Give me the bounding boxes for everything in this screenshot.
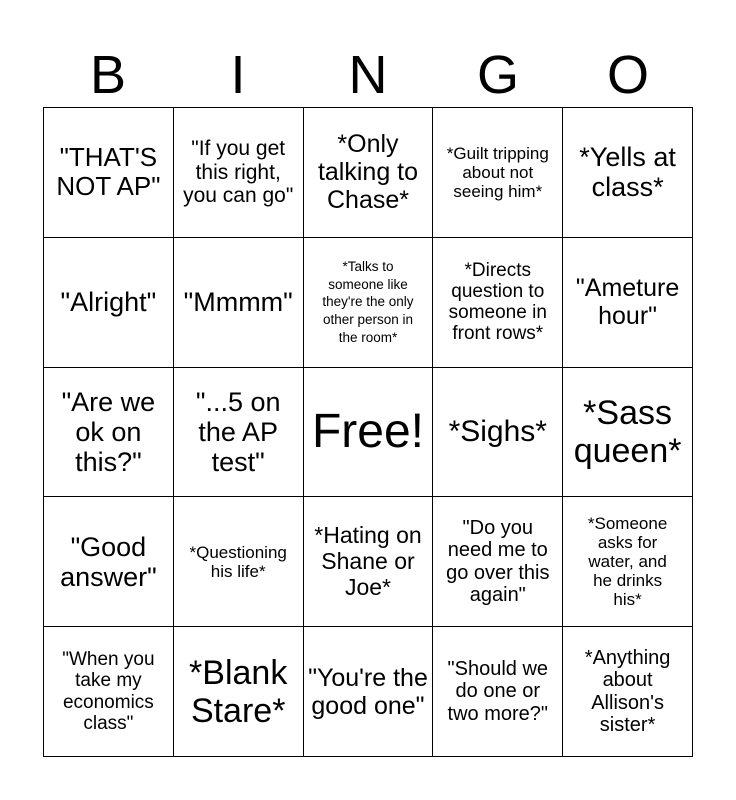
cell-text: *Guilt tripping about not seeing him* — [446, 143, 549, 201]
bingo-cell[interactable] — [563, 368, 693, 498]
bingo-cell[interactable] — [304, 238, 434, 368]
cell-text: *Someone asks for water, and he drinks his* — [587, 514, 668, 610]
cell-text: *Directs question to someone in front rows* — [448, 259, 547, 345]
cell-text: "THAT'S NOT AP" — [56, 142, 161, 202]
cell-text: "Should we do one or two more?" — [447, 658, 549, 725]
header-letter-n: N — [348, 45, 388, 105]
free-space-cell[interactable] — [304, 368, 434, 498]
header-letter-b: B — [89, 45, 127, 105]
bingo-cell[interactable] — [44, 627, 174, 757]
bingo-cell[interactable] — [433, 108, 563, 238]
bingo-cell[interactable] — [304, 497, 434, 627]
bingo-cell[interactable] — [563, 238, 693, 368]
bingo-cell[interactable] — [304, 627, 434, 757]
cell-text: "You're the good one" — [308, 663, 428, 720]
bingo-cell[interactable] — [174, 238, 304, 368]
bingo-cell[interactable] — [174, 368, 304, 498]
cell-text: "If you get this right, you can go" — [183, 137, 294, 208]
cell-text: "Mmmm" — [183, 287, 293, 318]
bingo-cell[interactable] — [44, 368, 174, 498]
bingo-card-grid — [43, 107, 693, 757]
cell-text: *Only talking to Chase* — [317, 130, 419, 215]
bingo-cell[interactable] — [44, 497, 174, 627]
bingo-cell[interactable] — [174, 497, 304, 627]
cell-text: *Blank Stare* — [189, 653, 288, 730]
header-letter-g: G — [476, 45, 519, 105]
cell-text: "Good answer" — [60, 531, 157, 592]
bingo-cell[interactable] — [433, 627, 563, 757]
cell-text: "When you take my economics class" — [62, 649, 155, 734]
cell-text: *Talks to someone like they're the only other person in the room* — [322, 259, 414, 345]
bingo-cell[interactable] — [433, 368, 563, 498]
cell-text: *Sighs* — [448, 415, 547, 449]
bingo-cell[interactable] — [433, 497, 563, 627]
cell-text: "Alright" — [60, 287, 157, 318]
bingo-cell[interactable] — [563, 108, 693, 238]
cell-text: "Are we ok on this?" — [61, 386, 156, 478]
header-letter-o: O — [606, 45, 649, 105]
cell-text: *Anything about Allison's sister* — [584, 646, 671, 736]
cell-text: *Sass queen* — [573, 393, 682, 470]
bingo-cell[interactable] — [174, 627, 304, 757]
cell-text: *Yells at class* — [579, 142, 676, 203]
cell-text: "Ameture hour" — [575, 274, 680, 331]
bingo-cell[interactable] — [563, 497, 693, 627]
header-letter-i: I — [230, 45, 246, 105]
bingo-cell[interactable] — [174, 108, 304, 238]
bingo-cell[interactable] — [304, 108, 434, 238]
bingo-header — [43, 42, 693, 108]
cell-text: "Do you need me to go over this again" — [446, 517, 550, 607]
free-space-label: Free! — [311, 405, 424, 459]
cell-text: "...5 on the AP test" — [195, 386, 281, 478]
bingo-cell[interactable] — [44, 238, 174, 368]
cell-text: *Questioning his life* — [189, 542, 287, 581]
bingo-cell[interactable] — [433, 238, 563, 368]
cell-text: *Hating on Shane or Joe* — [314, 522, 422, 600]
bingo-cell[interactable] — [563, 627, 693, 757]
bingo-cell[interactable] — [44, 108, 174, 238]
